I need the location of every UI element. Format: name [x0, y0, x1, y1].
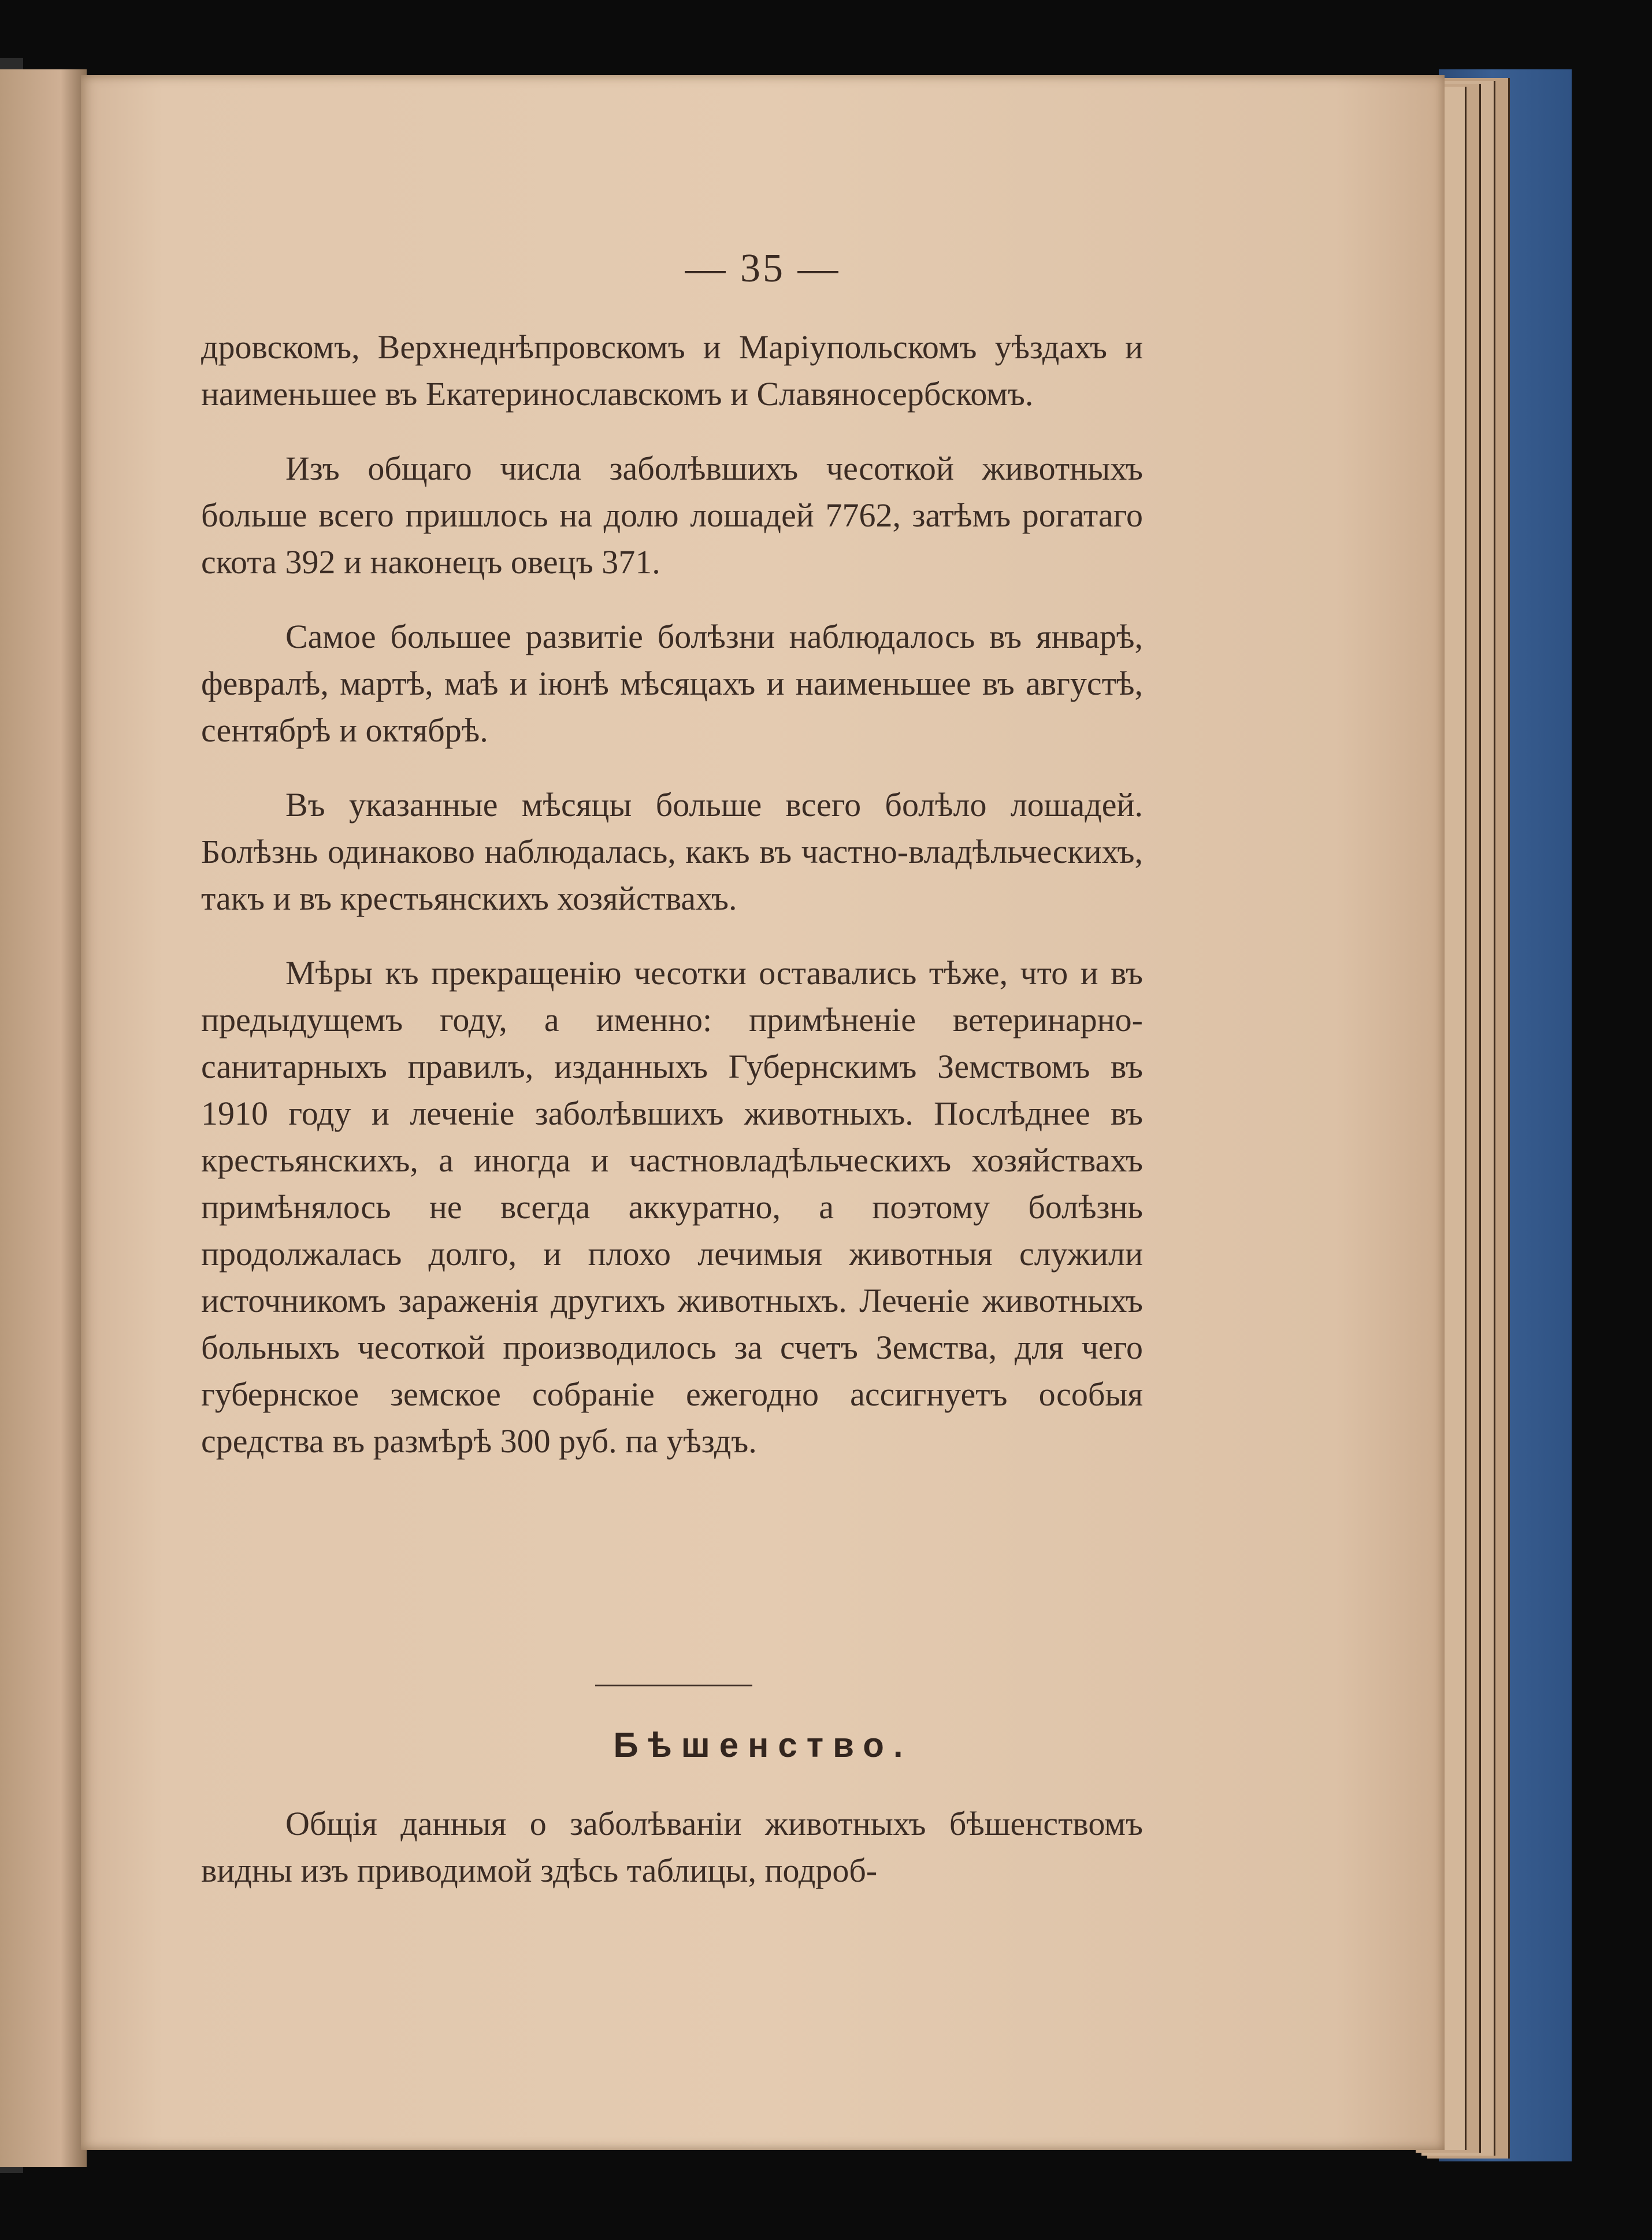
paragraph: Въ указанные мѣсяцы больше всего болѣло лошадей. Болѣзнь одинаково наблюдалась, какъ въ частно-владѣльческихъ, такъ и въ крестьянскихъ хозяйствахъ. [201, 786, 1143, 917]
section-text [201, 1800, 1143, 1922]
page-number: — 35 — [685, 246, 841, 291]
book-page [81, 75, 1445, 2150]
body-text [201, 324, 1143, 1492]
paragraph: дровскомъ, Верхнеднѣпровскомъ и Маріупольскомъ уѣздахъ и наименьшее въ Екатеринославскомъ и Славяносербскомъ. [201, 328, 1143, 413]
paragraph: Изъ общаго числа заболѣвшихъ чесоткой животныхъ больше всего пришлось на долю лошадей 7762, затѣмъ рогатаго скота 392 и наконецъ овецъ 371. [201, 450, 1143, 581]
previous-page-edge [0, 69, 87, 2167]
paragraph: Общія данныя о заболѣваніи животныхъ бѣшенствомъ видны изъ приводимой здѣсь таблицы, подроб- [201, 1805, 1143, 1889]
section-heading: Бѣшенство. [613, 1726, 912, 1764]
paragraph: Мѣры къ прекращенію чесотки оставались тѣже, что и въ предыдущемъ году, а именно: примѣненіе ветеринарно-санитарныхъ правилъ, изданныхъ Губернскимъ Земствомъ въ 1910 году и леченіе заболѣвшихъ животныхъ. Послѣднее въ крестьянскихъ, а иногда и частновладѣльческихъ хозяйствахъ примѣнялось не всегда аккуратно, а поэтому болѣзнь продолжалась долго, и плохо лечимыя животныя служили источникомъ зараженія другихъ животныхъ. Леченіе животныхъ больныхъ чесоткой производилось за счетъ Земства, для чего губернское земское собраніе ежегодно ассигнуетъ особыя средства въ размѣрѣ 300 руб. па уѣздъ. [201, 954, 1143, 1460]
paragraph: Самое большее развитіе болѣзни наблюдалось въ январѣ, февралѣ, мартѣ, маѣ и іюнѣ мѣсяцахъ и наименьшее въ августѣ, сентябрѣ и октябрѣ. [201, 618, 1143, 749]
section-divider [595, 1685, 752, 1686]
